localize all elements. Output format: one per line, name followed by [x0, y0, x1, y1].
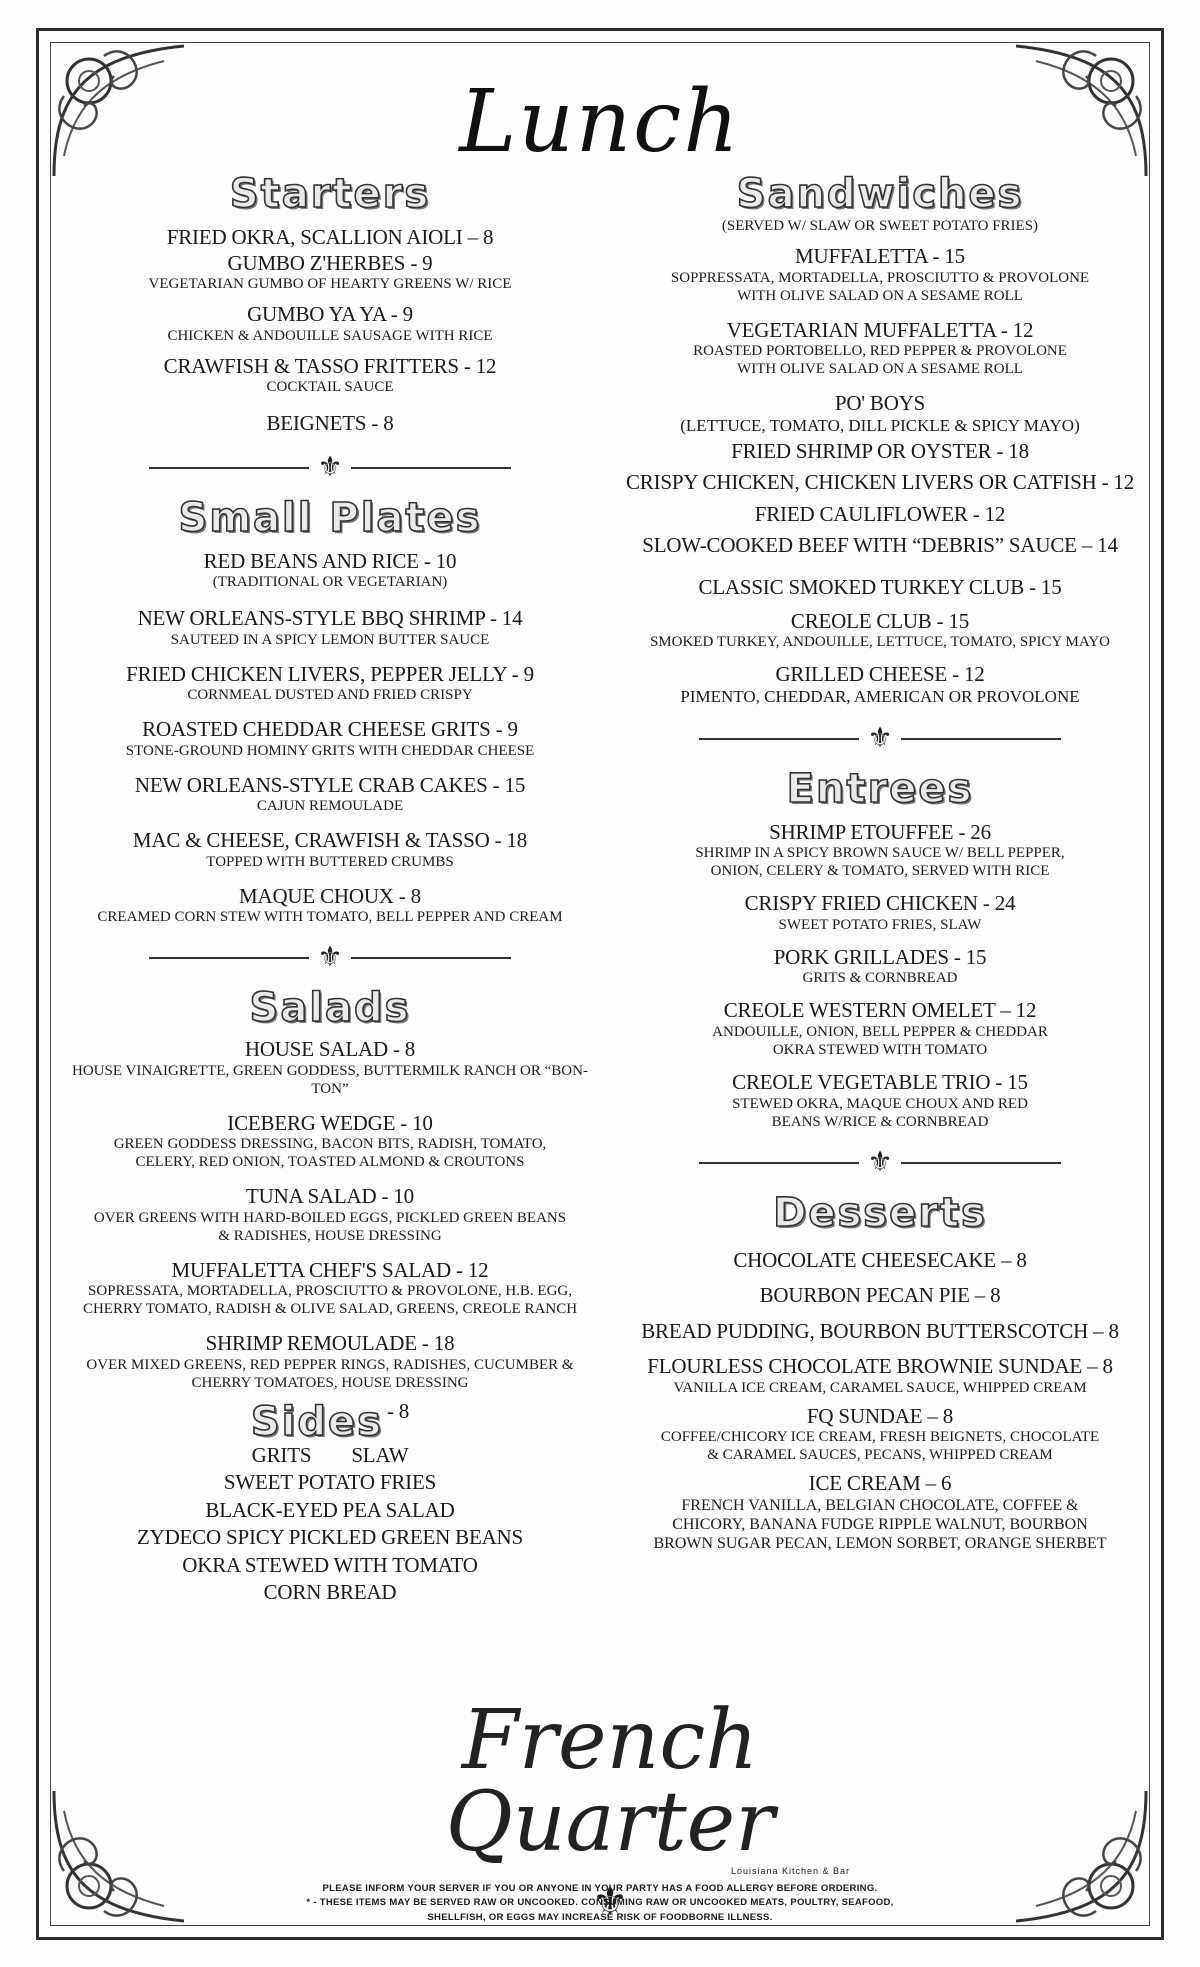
menu-item	[60, 774, 600, 816]
item-name: FRIED CHICKEN LIVERS, PEPPER JELLY - 9	[126, 661, 534, 686]
brand-name: French Quarter	[445, 1693, 775, 1870]
menu-item	[60, 607, 600, 649]
menu-item	[60, 550, 600, 592]
item-description: SAUTEED IN A SPICY LEMON BUTTER SAUCE	[170, 631, 490, 648]
item-description: (LETTUCE, TOMATO, DILL PICKLE & SPICY MAYO)	[680, 415, 1080, 435]
side-item: ZYDECO SPICY PICKLED GREEN BEANS	[136, 1525, 523, 1550]
side-item: BLACK-EYED PEA SALAD	[205, 1497, 455, 1522]
item-name: RED BEANS AND RICE - 10	[203, 548, 457, 573]
menu-item	[615, 245, 1145, 305]
item-description: GRITS & CORNBREAD	[802, 970, 958, 987]
menu-item	[60, 355, 600, 397]
sides-section	[60, 1400, 600, 1605]
item-name: TUNA SALAD - 10	[246, 1184, 414, 1209]
item-description: STONE-GROUND HOMINY GRITS WITH CHEDDAR CHEESE	[125, 742, 535, 759]
item-description: (TRADITIONAL OR VEGETARIAN)	[212, 574, 448, 591]
side-item: SWEET POTATO FRIES	[223, 1470, 437, 1495]
menu-item	[615, 1405, 1145, 1465]
item-name: CREOLE VEGETABLE TRIO - 15	[732, 1070, 1028, 1094]
poboy-option: SLOW-COOKED BEEF WITH “DEBRIS” SAUCE – 14	[642, 533, 1118, 558]
entrees-heading: Entrees	[786, 765, 974, 812]
item-description: CHICKEN & ANDOUILLE SAUSAGE WITH RICE	[167, 327, 493, 344]
menu-item	[60, 1038, 600, 1098]
item-name: MUFFALETTA - 15	[795, 244, 965, 268]
menu-item	[60, 885, 600, 927]
item-name: GRILLED CHEESE - 12	[775, 662, 985, 687]
disclaimer-line: * - THESE ITEMS MAY BE SERVED RAW OR UNCOOKED. CONSUMING RAW OR UNCOOKED MEATS, POULTRY, SEAFOOD, SHELLFISH, OR EGGS MAY INCREASE RISK OF FOODBORNE ILLNESS.	[306, 1897, 894, 1923]
item-description: SHRIMP IN A SPICY BROWN SAUCE W/ BELL PEPPER, ONION, CELERY & TOMATO, SERVED WITH RICE	[695, 845, 1065, 880]
menu-item	[615, 1284, 1145, 1308]
menu-item	[615, 1472, 1145, 1553]
item-name: NEW ORLEANS-STYLE BBQ SHRIMP - 14	[137, 606, 523, 631]
sandwiches-heading: Sandwiches	[736, 171, 1024, 217]
item-name: PORK GRILLADES - 15	[773, 944, 987, 969]
fleur-de-lis-icon: ⚜	[867, 1146, 893, 1178]
item-description: PIMENTO, CHEDDAR, AMERICAN OR PROVOLONE	[680, 686, 1080, 706]
section-divider	[615, 722, 1145, 754]
menu-item	[60, 1259, 600, 1319]
item-description: SOPRESSATA, MORTADELLA, PROSCIUTTO & PROVOLONE, H.B. EGG, CHERRY TOMATO, RADISH & OLIVE SALAD, GREENS, CREOLE RANCH	[82, 1283, 578, 1318]
menu-item	[615, 999, 1145, 1059]
menu-item	[615, 319, 1145, 379]
menu-item	[615, 821, 1145, 881]
item-name: FLOURLESS CHOCOLATE BROWNIE SUNDAE – 8	[647, 1354, 1113, 1379]
left-column	[60, 172, 600, 1605]
sides-row	[60, 1444, 600, 1468]
brand-subtitle: Louisiana Kitchen & Bar	[730, 1866, 850, 1876]
side-item: OKRA STEWED WITH TOMATO	[182, 1552, 478, 1577]
menu-item	[60, 829, 600, 871]
item-name: CREOLE CLUB - 15	[790, 608, 970, 633]
corner-ornament-icon	[44, 1781, 194, 1931]
item-description: FRENCH VANILLA, BELGIAN CHOCOLATE, COFFEE & CHICORY, BANANA FUDGE RIPPLE WALNUT, BOURBON BROWN SUGAR PECAN, LEMON SORBET, ORANGE SHERBET	[653, 1496, 1107, 1552]
item-name: SHRIMP ETOUFFEE - 26	[769, 819, 991, 844]
item-name: CRISPY FRIED CHICKEN - 24	[744, 891, 1016, 916]
item-description: SWEET POTATO FRIES, SLAW	[778, 916, 982, 933]
item-description: VANILLA ICE CREAM, CARAMEL SAUCE, WHIPPED CREAM	[673, 1379, 1087, 1396]
menu-item	[615, 946, 1145, 988]
menu-item	[615, 1249, 1145, 1273]
menu-item	[60, 303, 600, 345]
item-description: VEGETARIAN GUMBO OF HEARTY GREENS W/ RICE	[148, 276, 512, 293]
menu-item	[615, 892, 1145, 934]
desserts-heading: Desserts	[773, 1189, 987, 1236]
item-name: PO' BOYS	[834, 391, 926, 416]
item-name: MAQUE CHOUX - 8	[239, 883, 421, 908]
item-name: MUFFALETTA CHEF'S SALAD - 12	[171, 1257, 489, 1282]
menu-title: Lunch	[459, 72, 741, 172]
item-description: ROASTED PORTOBELLO, RED PEPPER & PROVOLONE WITH OLIVE SALAD ON A SESAME ROLL	[693, 343, 1067, 378]
disclaimer-line: PLEASE INFORM YOUR SERVER IF YOU OR ANYONE IN YOUR PARTY HAS A FOOD ALLERGY BEFORE ORDERING.	[322, 1883, 878, 1894]
item-name: VEGETARIAN MUFFALETTA - 12	[726, 317, 1034, 342]
menu-item	[60, 1332, 600, 1392]
item-name: CREOLE WESTERN OMELET – 12	[723, 998, 1037, 1023]
item-name: GUMBO Z'HERBES - 9	[227, 250, 433, 275]
sandwiches-note: (SERVED W/ SLAW OR SWEET POTATO FRIES)	[721, 218, 1039, 234]
side-item: SLAW	[351, 1442, 409, 1467]
corner-ornament-icon	[1006, 1781, 1156, 1931]
menu-item	[615, 663, 1145, 707]
menu-item	[615, 610, 1145, 652]
item-description: TOPPED WITH BUTTERED CRUMBS	[206, 853, 454, 870]
item-name: CHOCOLATE CHEESECAKE – 8	[733, 1247, 1027, 1272]
item-name: MAC & CHEESE, CRAWFISH & TASSO - 18	[132, 828, 528, 853]
item-name: FQ SUNDAE – 8	[806, 1403, 954, 1428]
poboy-option: CRISPY CHICKEN, CHICKEN LIVERS OR CATFISH - 12	[625, 470, 1135, 495]
menu-item	[60, 1185, 600, 1245]
item-description: CREAMED CORN STEW WITH TOMATO, BELL PEPPER AND CREAM	[97, 909, 563, 926]
item-description: HOUSE VINAIGRETTE, GREEN GODDESS, BUTTERMILK RANCH OR “BON-TON”	[72, 1062, 588, 1097]
side-item: GRITS	[251, 1442, 312, 1467]
item-description: CAJUN REMOULADE	[256, 798, 404, 815]
poboy-option: FRIED CAULIFLOWER - 12	[754, 501, 1006, 526]
item-name: BREAD PUDDING, BOURBON BUTTERSCOTCH – 8	[641, 1318, 1119, 1343]
sides-price: - 8	[386, 1398, 410, 1423]
salads-heading: Salads	[249, 985, 411, 1032]
fleur-de-lis-icon: ⚜	[317, 942, 343, 974]
item-name: HOUSE SALAD - 8	[244, 1037, 416, 1062]
small-plates-heading: Small Plates	[178, 494, 482, 541]
item-name: ICE CREAM – 6	[808, 1471, 952, 1496]
item-name: ROASTED CHEDDAR CHEESE GRITS - 9	[142, 717, 518, 742]
menu-item	[60, 412, 600, 436]
item-description: GREEN GODDESS DRESSING, BACON BITS, RADISH, TOMATO, CELERY, RED ONION, TOASTED ALMOND & CROUTONS	[113, 1136, 547, 1171]
item-description: CORNMEAL DUSTED AND FRIED CRISPY	[187, 687, 473, 704]
item-name: SHRIMP REMOULADE - 18	[205, 1331, 455, 1356]
item-description: SMOKED TURKEY, ANDOUILLE, LETTUCE, TOMATO, SPICY MAYO	[649, 634, 1111, 651]
menu-item	[60, 226, 600, 250]
poboy-option: FRIED SHRIMP OR OYSTER - 18	[731, 438, 1029, 463]
right-column	[615, 172, 1145, 1553]
item-name: GUMBO YA YA - 9	[247, 302, 413, 327]
menu-item	[60, 252, 600, 294]
item-description: STEWED OKRA, MAQUE CHOUX AND RED BEANS W/RICE & CORNBREAD	[732, 1095, 1028, 1130]
sides-heading-row	[60, 1400, 600, 1444]
fleur-de-lis-icon: ⚜	[867, 722, 893, 754]
section-divider	[60, 944, 600, 972]
starters-heading: Starters	[229, 171, 431, 217]
item-name: CRAWFISH & TASSO FRITTERS - 12	[163, 353, 497, 378]
allergy-disclaimer	[300, 1882, 900, 1925]
fleur-de-lis-icon: ⚜	[317, 451, 343, 483]
item-description: OVER GREENS WITH HARD-BOILED EGGS, PICKLED GREEN BEANS & RADISHES, HOUSE DRESSING	[93, 1209, 567, 1244]
item-description: COFFEE/CHICORY ICE CREAM, FRESH BEIGNETS, CHOCOLATE & CARAMEL SAUCES, PECANS, WHIPPED CREAM	[660, 1429, 1100, 1464]
item-name: BEIGNETS - 8	[266, 411, 394, 436]
item-name: FRIED OKRA, SCALLION AIOLI – 8	[166, 225, 494, 249]
item-name: ICEBERG WEDGE - 10	[227, 1110, 433, 1135]
section-divider	[60, 451, 600, 483]
menu-item	[60, 1112, 600, 1172]
item-name: NEW ORLEANS-STYLE CRAB CAKES - 15	[134, 772, 526, 797]
item-description: COCKTAIL SAUCE	[266, 379, 394, 396]
item-description: OVER MIXED GREENS, RED PEPPER RINGS, RADISHES, CUCUMBER & CHERRY TOMATOES, HOUSE DRESSING	[86, 1356, 574, 1391]
menu-item	[615, 392, 1145, 558]
item-description: SOPPRESSATA, MORTADELLA, PROSCIUTTO & PROVOLONE WITH OLIVE SALAD ON A SESAME ROLL	[670, 269, 1090, 304]
menu-item	[60, 718, 600, 760]
menu-item	[60, 663, 600, 705]
item-description: ANDOUILLE, ONION, BELL PEPPER & CHEDDAR OKRA STEWED WITH TOMATO	[712, 1024, 1048, 1058]
menu-item	[615, 1355, 1145, 1397]
fleur-de-lis-icon: ⚜	[592, 1879, 628, 1924]
section-divider	[615, 1146, 1145, 1178]
menu-item	[615, 576, 1145, 600]
item-name: BOURBON PECAN PIE – 8	[759, 1283, 1001, 1308]
item-name: CLASSIC SMOKED TURKEY CLUB - 15	[698, 575, 1062, 599]
sides-heading: Sides	[250, 1398, 383, 1445]
menu-item	[615, 1320, 1145, 1344]
side-item: CORN BREAD	[263, 1580, 397, 1605]
menu-item	[615, 1071, 1145, 1131]
